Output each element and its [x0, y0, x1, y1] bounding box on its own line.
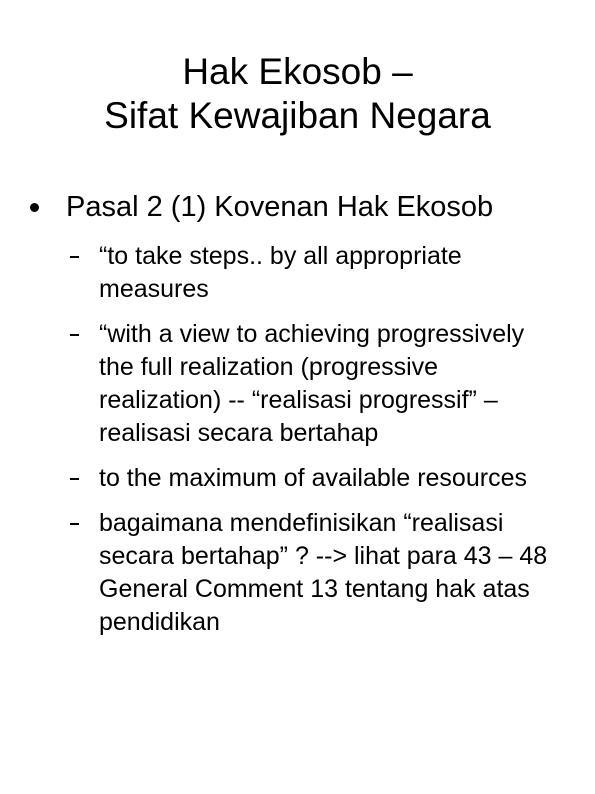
sub-bullet-text: “to take steps.. by all appropriate measures	[99, 242, 462, 303]
sub-bullet-item	[70, 240, 560, 306]
sub-bullet-item	[70, 507, 560, 639]
sub-bullet-text: bagaimana mendefinisikan “realisasi secara bertahap” ? --> lihat para 43 – 48 General Comment 13 tentang hak atas pendidikan	[99, 509, 548, 636]
sub-bullet-text: “with a view to achieving progressively the full realization (progressive realization) -- “realisasi progressif” – realisasi secara bertahap	[99, 320, 525, 447]
sub-bullet-list	[70, 240, 560, 651]
main-bullet-text: Pasal 2 (1) Kovenan Hak Ekosob	[66, 191, 494, 223]
title-line-1: Hak Ekosob –	[182, 51, 413, 92]
slide-title	[0, 50, 595, 138]
dash-bullet-icon	[70, 256, 79, 258]
sub-bullet-text: to the maximum of available resources	[99, 464, 527, 492]
bullet-dot-icon	[30, 203, 39, 212]
dash-bullet-icon	[70, 478, 79, 480]
title-line-2: Sifat Kewajiban Negara	[104, 95, 491, 136]
dash-bullet-icon	[70, 523, 79, 525]
dash-bullet-icon	[70, 334, 79, 336]
sub-bullet-item	[70, 318, 560, 450]
sub-bullet-item	[70, 462, 560, 495]
